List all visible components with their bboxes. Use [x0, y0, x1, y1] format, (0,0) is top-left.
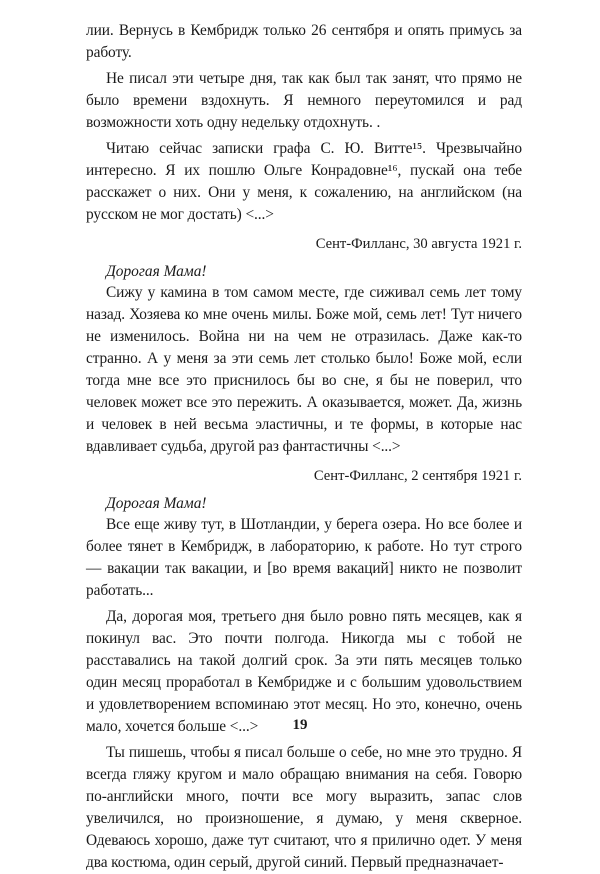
letter-salutation: Дорогая Мама!	[106, 495, 207, 512]
paragraph-continuation: лии. Вернусь в Кембридж только 26 сентября и опять примусь за работу.	[86, 22, 522, 61]
letter-dateline: Сент-Филланс, 30 августа 1921 г.	[315, 236, 522, 252]
paragraph: Сижу у камина в том самом месте, где сиживал семь лет тому назад. Хозяева ко мне очень милы. Боже мой, семь лет! Тут ничего не изменилось. Война ни на чем не отразилась. Даже как-то странно. А у меня за эти семь лет столько было! Боже мой, если тогда мне все это приснилось бы во сне, я бы не поверил, что человек может все это пережить. А оказывается, может. Да, жизнь и человек в ней весьма эластичны, и те формы, в которые нас вдавливает судьба, другой раз фантастичны <...>	[86, 284, 522, 455]
letter-salutation: Дорогая Мама!	[106, 263, 207, 280]
paragraph: Ты пишешь, чтобы я писал больше о себе, но мне это трудно. Я всегда гляжу кругом и мало обращаю внимания на себя. Говорю по-английски много, почти все могу выразить, запас слов увеличился, но произношение, я думаю, у меня скверное. Одеваюсь хорошо, даже тут считают, что я прилично одет. У меня два костюма, один серый, другой синий. Первый предназначает-	[86, 744, 522, 871]
page-number: 19	[292, 717, 308, 733]
paragraph: Читаю сейчас записки графа С. Ю. Витте¹⁵. Чрезвычайно интересно. Я их пошлю Ольге Конрадовне¹⁶, пускай она тебе расскажет о них. Они у меня, к сожалению, на английском (на русском не мог достать) <...>	[86, 140, 522, 223]
paragraph: Все еще живу тут, в Шотландии, у берега озера. Но все более и более тянет в Кембридж, в лабораторию, к работе. Но тут строго — вакации так вакации, и [во время вакаций] никто не позволит работать...	[86, 516, 522, 599]
paragraph: Да, дорогая моя, третьего дня было ровно пять месяцев, как я покинул вас. Это почти полгода. Никогда мы с тобой не расставались на такой долгий срок. За эти пять месяцев только один месяц проработал в Кембридже и с большим удовольствием и удовлетворением вспоминаю этот месяц. Но это, конечно, очень мало, хочется больше <...>	[86, 608, 522, 735]
letter-dateline: Сент-Филланс, 2 сентября 1921 г.	[313, 468, 522, 484]
paragraph: Не писал эти четыре дня, так как был так занят, что прямо не было времени вздохнуть. Я немного переутомился и рад возможности хоть одну недельку отдохнуть. .	[86, 70, 522, 131]
